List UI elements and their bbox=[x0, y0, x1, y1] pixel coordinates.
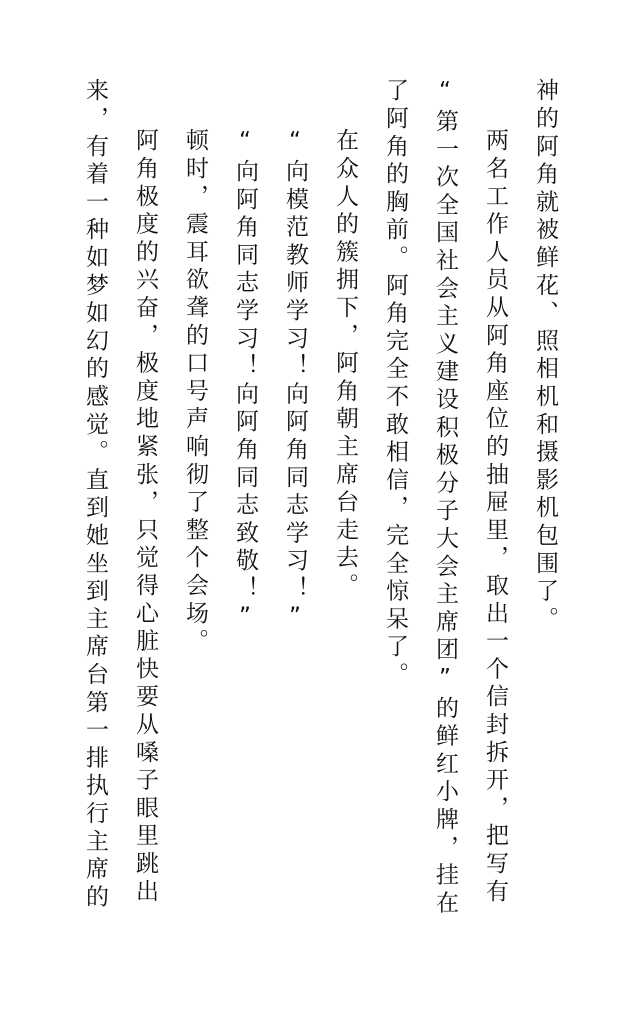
text-line: 来，有着一种如梦如幻的感觉。直到她坐到主席台第一排执行主席的 bbox=[82, 78, 108, 912]
text-line: 在众人的簇拥下，阿角朝主席台走去。 bbox=[332, 128, 358, 601]
text-line: “向模范教师学习！向阿角同志学习！” bbox=[282, 128, 308, 635]
text-line: 两名工作人员从阿角座位的抽屉里，取出一个信封拆开，把写有 bbox=[482, 128, 508, 907]
text-line: 了阿角的胸前。阿角完全不敢相信，完全惊呆了。 bbox=[382, 78, 408, 690]
text-line: 顿时，震耳欲聋的口号声响彻了整个会场。 bbox=[182, 128, 208, 657]
text-line: 神的阿角就被鲜花、照相机和摄影机包围了。 bbox=[532, 78, 558, 634]
text-line: “向阿角同志学习！向阿角同志致敬！” bbox=[232, 128, 258, 635]
text-line: “第一次全国社会主义建设积极分子大会主席团”的鲜红小牌，挂在 bbox=[432, 78, 458, 918]
text-line: 阿角极度的兴奋，极度地紧张，只觉得心脏快要从嗓子眼里跳出 bbox=[132, 128, 158, 907]
